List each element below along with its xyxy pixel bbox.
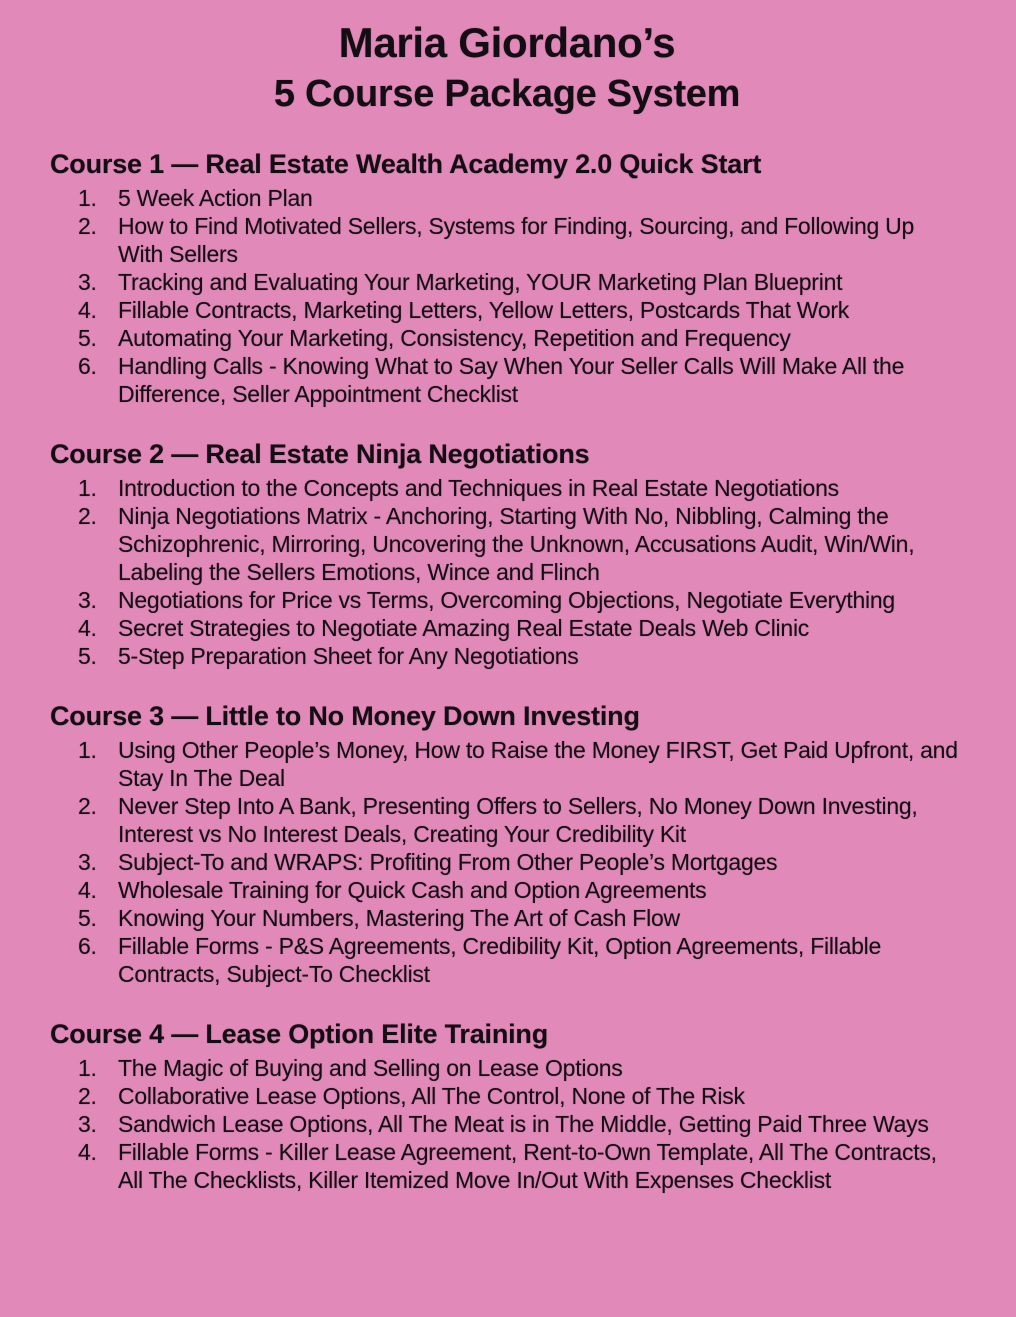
course-item: 5 Week Action Plan bbox=[118, 185, 313, 211]
course-item: Knowing Your Numbers, Mastering The Art of Cash Flow bbox=[118, 905, 680, 931]
course-item: Fillable Contracts, Marketing Letters, Yellow Letters, Postcards That Work bbox=[118, 297, 850, 323]
course-3-list bbox=[50, 736, 964, 988]
course-section-3 bbox=[50, 700, 964, 988]
course-item: Negotiations for Price vs Terms, Overcoming Objections, Negotiate Everything bbox=[118, 587, 895, 613]
course-4-list bbox=[50, 1054, 964, 1194]
course-item: Tracking and Evaluating Your Marketing, YOUR Marketing Plan Blueprint bbox=[118, 269, 843, 295]
course-2-heading: Course 2 — Real Estate Ninja Negotiations bbox=[50, 439, 590, 469]
course-2-list bbox=[50, 474, 964, 670]
course-section-4 bbox=[50, 1018, 964, 1194]
course-section-1 bbox=[50, 148, 964, 408]
page-title: Maria Giordano’s bbox=[338, 19, 676, 66]
course-item: Automating Your Marketing, Consistency, Repetition and Frequency bbox=[118, 325, 791, 351]
course-item: Fillable Forms - Killer Lease Agreement, Rent-to-Own Template, All The Contracts, All The Checklists, Killer Itemized Move In/Out With Expenses Checklist bbox=[118, 1139, 937, 1193]
course-item: Fillable Forms - P&S Agreements, Credibility Kit, Option Agreements, Fillable Contracts, Subject-To Checklist bbox=[118, 933, 882, 987]
course-1-heading: Course 1 — Real Estate Wealth Academy 2.0 Quick Start bbox=[50, 149, 762, 179]
course-4-heading: Course 4 — Lease Option Elite Training bbox=[50, 1019, 549, 1049]
course-item: Handling Calls - Knowing What to Say When Your Seller Calls Will Make All the Difference, Seller Appointment Checklist bbox=[118, 353, 905, 407]
course-item: Wholesale Training for Quick Cash and Option Agreements bbox=[118, 877, 707, 903]
page-subtitle: 5 Course Package System bbox=[273, 73, 741, 115]
course-item: 5-Step Preparation Sheet for Any Negotiations bbox=[118, 643, 579, 669]
course-item: Using Other People’s Money, How to Raise the Money FIRST, Get Paid Upfront, and Stay In The Deal bbox=[118, 737, 958, 791]
course-item: How to Find Motivated Sellers, Systems for Finding, Sourcing, and Following Up With Sellers bbox=[118, 213, 915, 267]
course-item: The Magic of Buying and Selling on Lease Options bbox=[118, 1055, 623, 1081]
course-item: Never Step Into A Bank, Presenting Offers to Sellers, No Money Down Investing, Interest vs No Interest Deals, Creating Your Credibility Kit bbox=[118, 793, 918, 847]
course-item: Secret Strategies to Negotiate Amazing Real Estate Deals Web Clinic bbox=[118, 615, 810, 641]
course-3-heading: Course 3 — Little to No Money Down Investing bbox=[50, 701, 640, 731]
course-item: Sandwich Lease Options, All The Meat is in The Middle, Getting Paid Three Ways bbox=[118, 1111, 929, 1137]
course-item: Collaborative Lease Options, All The Control, None of The Risk bbox=[118, 1083, 745, 1109]
course-item: Ninja Negotiations Matrix - Anchoring, Starting With No, Nibbling, Calming the Schizophrenic, Mirroring, Uncovering the Unknown, Accusations Audit, Win/Win, Labeling the Sellers Emotions, Wince and Flinch bbox=[118, 503, 915, 585]
course-item: Subject-To and WRAPS: Profiting From Other People’s Mortgages bbox=[118, 849, 778, 875]
course-section-2 bbox=[50, 438, 964, 670]
course-1-list bbox=[50, 184, 964, 408]
course-item: Introduction to the Concepts and Techniques in Real Estate Negotiations bbox=[118, 475, 839, 501]
